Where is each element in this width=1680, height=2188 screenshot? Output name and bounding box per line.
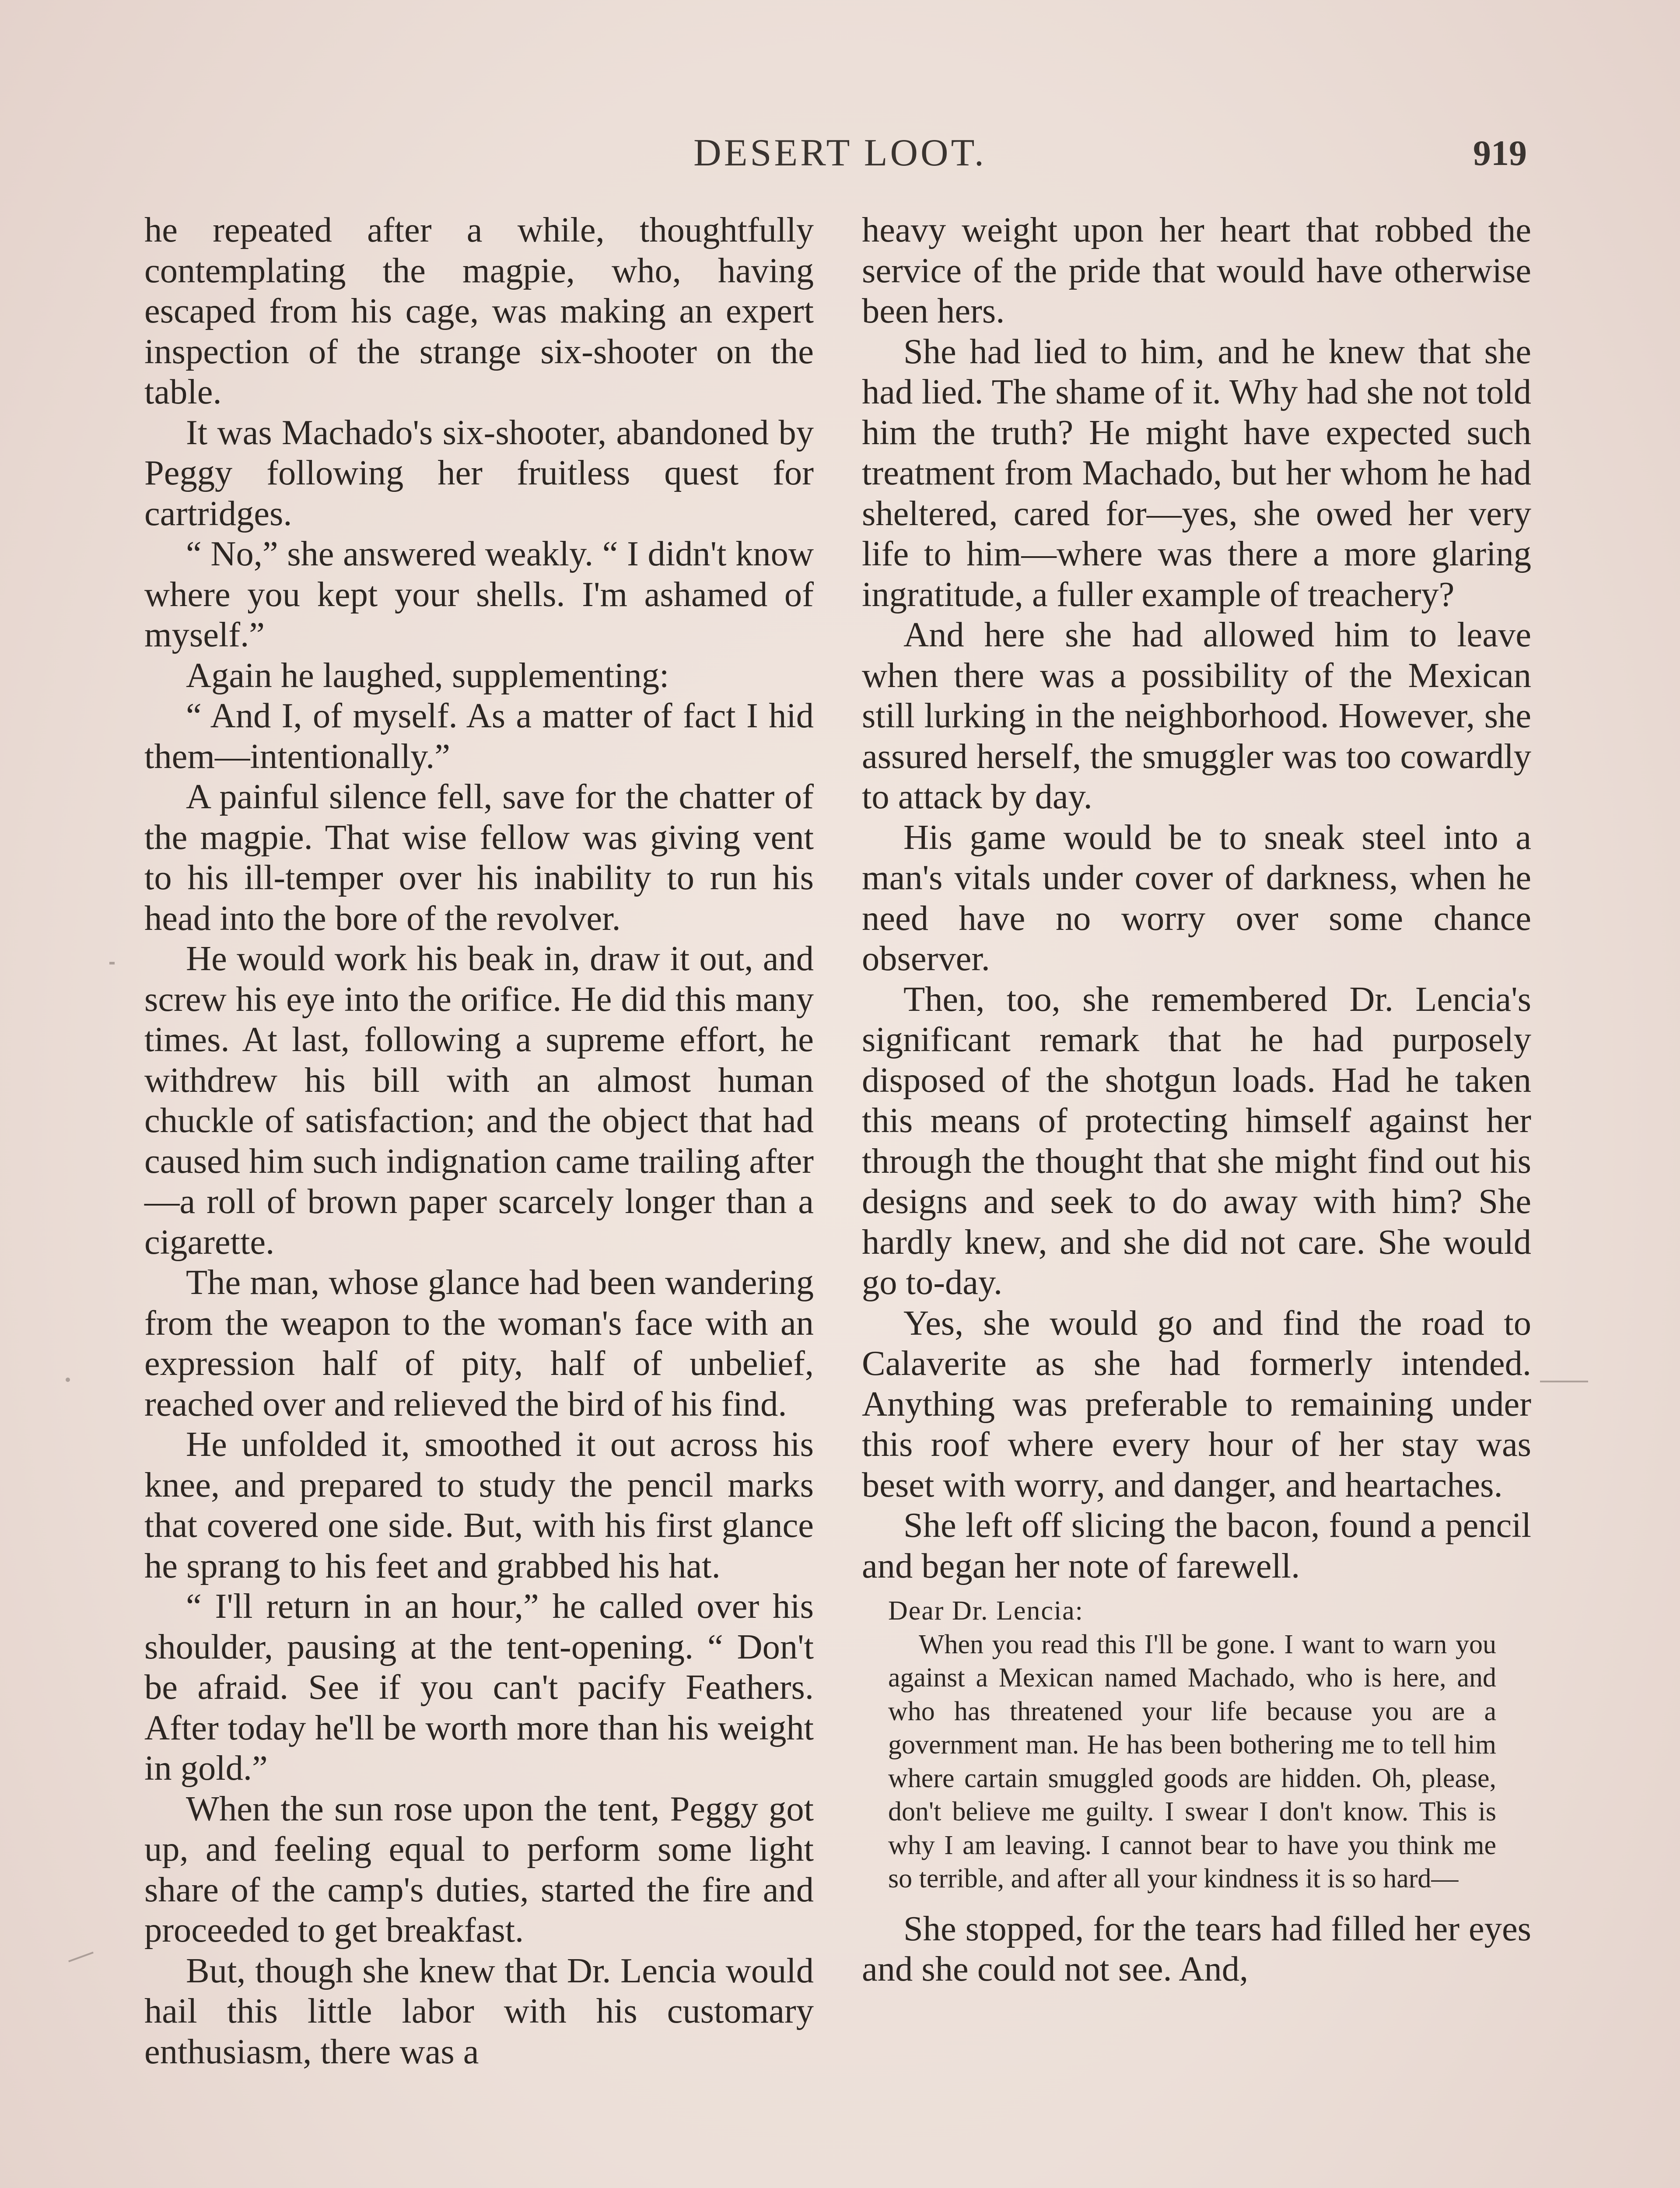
- paragraph: heavy weight upon her heart that robbed the service of the pride that would have otherwise been hers.: [862, 210, 1531, 330]
- margin-mark: [66, 1378, 70, 1382]
- paragraph: The man, whose glance had been wandering from the weapon to the woman's face with an expression half of pity, half of unbelief, reached over and relieved the bird of his find.: [144, 1263, 814, 1424]
- margin-mark: [1540, 1381, 1588, 1382]
- paragraph: She stopped, for the tears had filled her eyes and she could not see. And,: [862, 1909, 1531, 1988]
- paragraph: He would work his beak in, draw it out, and screw his eye into the orifice. He did this many times. At last, following a supreme effort, he withdrew his bill with an almost human chuckle of satisfaction; and the object that had caused him such indignation came trailing after—a roll of brown paper scarcely longer than a cigarette.: [144, 939, 814, 1262]
- letter-salutation: Dear Dr. Lencia:: [888, 1596, 1084, 1626]
- right-column: [862, 210, 1531, 1990]
- paragraph: Yes, she would go and find the road to Calaverite as she had formerly intended. Anything was preferable to remaining under this roof where every hour of her stay was beset with worry, and danger, and heartaches.: [862, 1303, 1531, 1504]
- paragraph: When the sun rose upon the tent, Peggy got up, and feeling equal to perform some light share of the camp's duties, started the fire and proceeded to get breakfast.: [144, 1789, 814, 1950]
- paragraph: She left off slicing the bacon, found a pencil and began her note of farewell.: [862, 1506, 1531, 1585]
- page-header: [144, 125, 1536, 182]
- page-number: 919: [1473, 133, 1527, 173]
- running-title: DESERT LOOT.: [693, 132, 987, 174]
- paragraph: And here she had allowed him to leave when there was a possibility of the Mexican still lurking in the neighborhood. However, she assured herself, the smuggler was too cowardly to attack by day.: [862, 615, 1531, 816]
- paragraph: “ And I, of myself. As a matter of fact I hid them—intentionally.”: [144, 696, 814, 776]
- paragraph: A painful silence fell, save for the chatter of the magpie. That wise fellow was giving vent to his ill-temper over his inability to run his head into the bore of the revolver.: [144, 777, 814, 938]
- letter-body: When you read this I'll be gone. I want to warn you against a Mexican named Machado, who is here, and who has threatened your life because you are a government man. He has been bothering me to tell him where cartain smuggled goods are hidden. Oh, please, don't believe me guilty. I swear I don't know. This is why I am leaving. I cannot bear to have you think me so terrible, and after all your kindness it is so hard—: [888, 1629, 1496, 1893]
- paragraph: It was Machado's six-shooter, abandoned by Peggy following her fruitless quest for cartridges.: [144, 413, 814, 533]
- left-column: [144, 210, 814, 2072]
- paragraph: His game would be to sneak steel into a man's vitals under cover of darkness, when he need have no worry over some chance observer.: [862, 817, 1531, 978]
- paragraph: She had lied to him, and he knew that she had lied. The shame of it. Why had she not told him the truth? He might have expected such treatment from Machado, but her whom he had sheltered, cared for—yes, she owed her very life to him—where was there a more glaring ingratitude, a fuller example of treachery?: [862, 332, 1531, 614]
- paragraph: “ I'll return in an hour,” he called over his shoulder, pausing at the tent-opening. “ Don't be afraid. See if you can't pacify Feathers. After today he'll be worth more than his weight in gold.”: [144, 1587, 814, 1788]
- farewell-letter: [862, 1594, 1531, 1896]
- paragraph: Again he laughed, supplementing:: [186, 656, 669, 695]
- paragraph: He unfolded it, smoothed it out across his knee, and prepared to study the pencil marks that covered one side. But, with his first glance he sprang to his feet and grabbed his hat.: [144, 1425, 814, 1585]
- margin-mark: [68, 1952, 94, 1962]
- paragraph: Then, too, she remembered Dr. Lencia's significant remark that he had purposely disposed of the shotgun loads. Had he taken this means of protecting himself against her through the thought that she might find out his designs and seek to do away with him? She hardly knew, and she did not care. She would go to-day.: [862, 979, 1531, 1302]
- paragraph: But, though she knew that Dr. Lencia would hail this little labor with his customary enthusiasm, there was a: [144, 1951, 814, 2071]
- paragraph: he repeated after a while, thoughtfully contemplating the magpie, who, having escaped from his cage, was making an expert inspection of the strange six-shooter on the table.: [144, 210, 814, 411]
- margin-mark: [109, 962, 115, 964]
- paragraph: “ No,” she answered weakly. “ I didn't know where you kept your shells. I'm ashamed of myself.”: [144, 534, 814, 654]
